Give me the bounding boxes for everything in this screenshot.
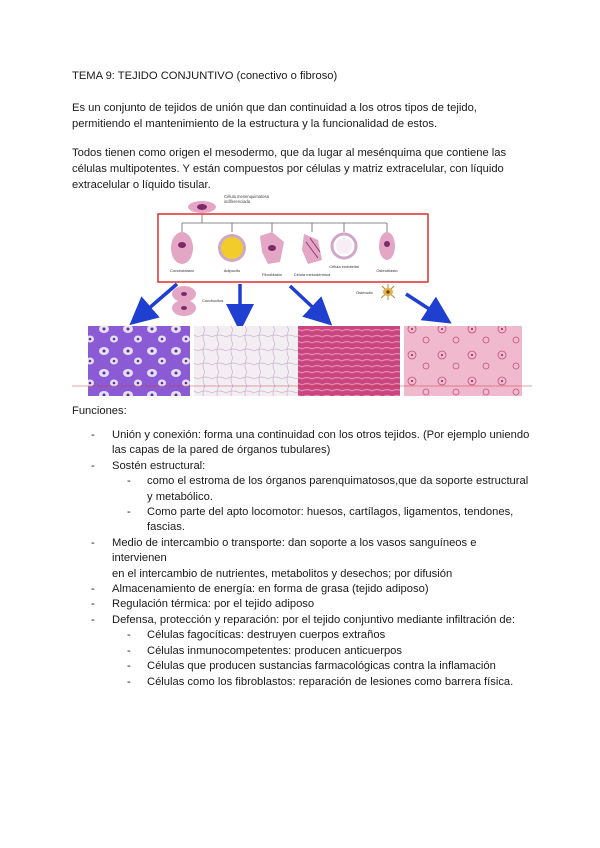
- function-text: Sostén estructural:: [112, 459, 206, 472]
- sub-function-item: [91, 659, 531, 674]
- function-item: [91, 459, 531, 474]
- sub-function-text: Células como los fibroblastos: reparación de lesiones como barrera física.: [147, 675, 514, 688]
- chondroblast-icon: [171, 232, 193, 264]
- sub-function-item: [91, 490, 531, 505]
- adipose-micrograph: [194, 326, 298, 396]
- dash-bullet: -: [91, 429, 95, 441]
- function-item: [91, 428, 531, 443]
- sub-function-item: [91, 505, 531, 520]
- sub-function-item: [91, 628, 531, 643]
- page-title: TEMA 9: TEJIDO CONJUNTIVO (conectivo o fibroso): [72, 70, 338, 82]
- functions-list: [91, 428, 531, 690]
- sub-function-text: fascias.: [147, 521, 185, 534]
- sub-function-text: como el estroma de los órganos parenquimatosos,que da soporte estructural: [147, 475, 529, 488]
- cell-label: Célula mesodérmica: [293, 272, 331, 277]
- function-text: Medio de intercambio o transporte: dan soporte a los vasos sanguíneos e intervienen: [112, 536, 477, 565]
- sub-function-text: Células fagocíticas: destruyen cuerpos extraños: [147, 629, 386, 642]
- function-text: las capas de la pared de órganos tubulares): [112, 444, 331, 457]
- sub-function-item: [91, 474, 531, 489]
- sub-label: Condrocitos: [202, 298, 224, 303]
- fibroblast-icon: [260, 232, 284, 264]
- function-item: [91, 536, 531, 567]
- intro-paragraph: [72, 100, 477, 132]
- chondrocytes-icon: [172, 286, 196, 316]
- endothelial-cell-icon: [332, 234, 356, 258]
- sub-function-item: [91, 675, 531, 690]
- function-item: [91, 613, 531, 628]
- dash-bullet: -: [91, 613, 95, 626]
- bone-micrograph: [404, 326, 522, 396]
- cell-label: Adipocito: [223, 268, 241, 273]
- sub-function-text: y metabólico.: [147, 490, 213, 503]
- origin-line: extracelular o líquido tisular.: [72, 179, 211, 191]
- function-item: [91, 567, 531, 582]
- osteocyte-icon: [381, 284, 395, 300]
- cartilage-micrograph: [88, 326, 190, 396]
- functions-heading: Funciones:: [72, 405, 127, 417]
- dash-bullet: -: [127, 506, 131, 519]
- cell-label: Fibroblasto: [262, 272, 282, 277]
- function-text: Unión y conexión: forma una continuidad con los otros tejidos. (Por ejemplo uniendo: [112, 429, 530, 441]
- arrow-icon: [140, 284, 177, 316]
- sub-function-item: [91, 644, 531, 659]
- function-item: [91, 582, 531, 597]
- intro-line: permitiendo el mantenimiento de la estructura y la funcionalidad de estos.: [72, 118, 438, 130]
- sub-function-text: Células que producen sustancias farmacológicas contra la inflamación: [147, 660, 496, 673]
- function-text: Defensa, protección y reparación: por el tejido conjuntivo mediante infiltración de:: [112, 613, 515, 626]
- dash-bullet: -: [127, 644, 131, 657]
- function-item: [91, 597, 531, 612]
- dash-bullet: -: [127, 675, 131, 688]
- origin-line: Todos tienen como origen el mesodermo, que da lugar al mesénquima que contiene las: [72, 147, 507, 159]
- function-text: Regulación térmica: por el tejido adiposo: [112, 598, 315, 611]
- function-text: Almacenamiento de energía: en forma de grasa (tejido adiposo): [112, 583, 429, 596]
- cell-label: Célula endotelial: [329, 264, 359, 269]
- dash-bullet: -: [91, 598, 95, 611]
- top-label: Célula mesenquimatosa: [224, 194, 269, 199]
- dash-bullet: -: [127, 660, 131, 673]
- origin-paragraph: [72, 145, 506, 193]
- dash-bullet: -: [127, 629, 131, 642]
- sub-function-text: Células inmunocompetentes: producen anticuerpos: [147, 644, 402, 657]
- arrow-icon: [406, 294, 440, 316]
- connective-tissue-diagram: [72, 190, 532, 400]
- osteoblast-icon: [379, 232, 395, 260]
- dash-bullet: -: [127, 475, 131, 488]
- intro-line: Es un conjunto de tejidos de unión que dan continuidad a los otros tipos de tejido,: [72, 102, 477, 114]
- function-text: en el intercambio de nutrientes, metabolitos y desechos; por difusión: [112, 567, 453, 580]
- function-item: [91, 443, 531, 458]
- sub-label: Osteocito: [356, 290, 373, 295]
- sub-function-item: [91, 520, 531, 535]
- top-label: indiferenciada: [224, 199, 251, 204]
- cell-label: Condroblasto: [170, 268, 194, 273]
- sub-function-text: Como parte del apto locomotor: huesos, cartílagos, ligamentos, tendones,: [147, 506, 514, 519]
- adipocyte-icon: [218, 234, 246, 262]
- mesodermal-cell-icon: [302, 234, 322, 264]
- cell-label: Osteoblasto: [376, 268, 398, 273]
- fibrous-micrograph: [298, 326, 400, 396]
- origin-line: células multipotentes. Y están compuestos por células y matriz extracelular, con líquido: [72, 163, 504, 175]
- dash-bullet: -: [91, 583, 95, 596]
- dash-bullet: -: [91, 459, 95, 472]
- dash-bullet: -: [91, 536, 95, 549]
- arrow-icon: [290, 286, 322, 316]
